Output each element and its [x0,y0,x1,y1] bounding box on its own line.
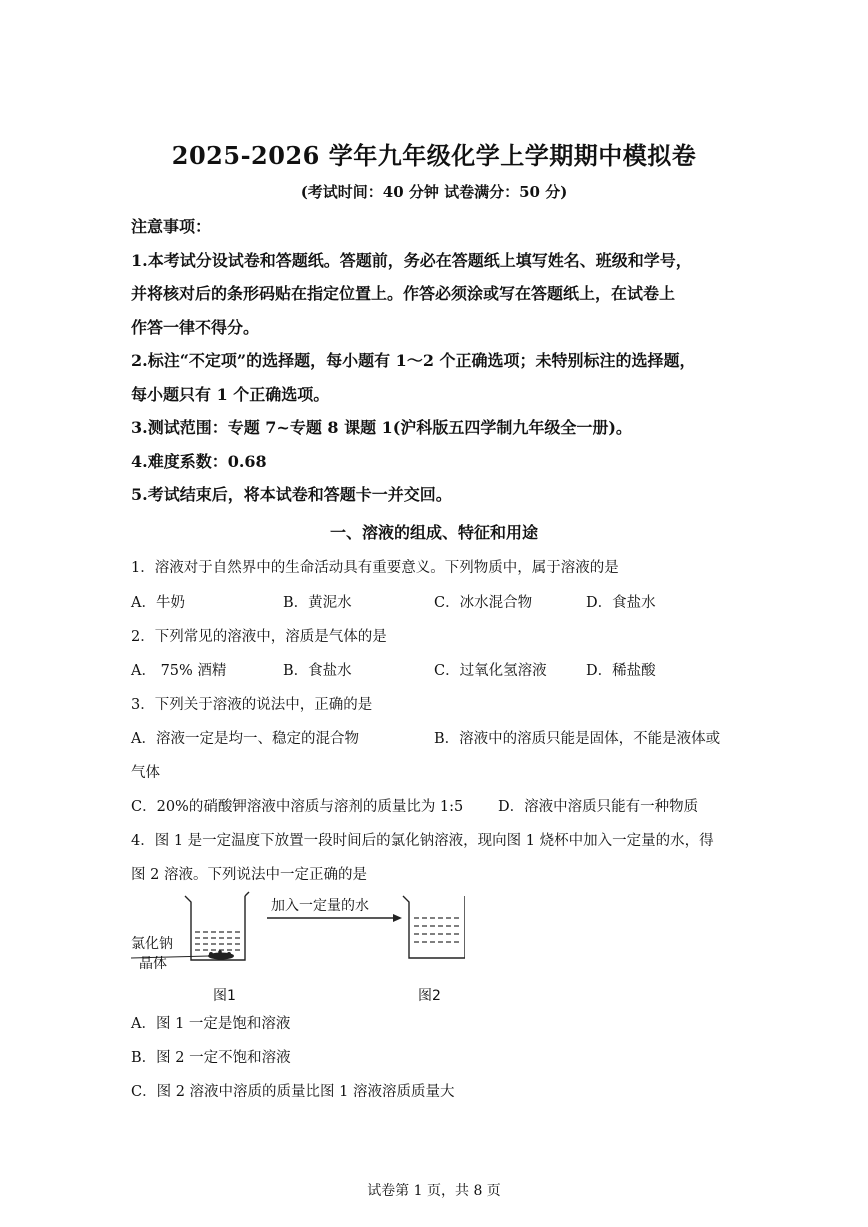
crystal-label-line1: 氯化钠 [131,936,173,952]
note-line: 并将核对后的条形码贴在指定位置上。作答必须涂或写在答题纸上，在试卷上 [131,284,676,303]
beaker-2 [403,896,465,958]
q3-option-b-continued: 气体 [131,765,160,781]
notes-section [131,210,751,512]
page-title: 2025-2026 学年九年级化学上学期期中模拟卷 [171,141,697,170]
crystal-label-line2: 晶体 [139,956,167,972]
figure-2-caption: 图2 [418,988,441,1004]
q2-option-c: C．过氧化氢溶液 [434,663,547,679]
question-2-stem: 2．下列常见的溶液中，溶质是气体的是 [131,629,387,645]
q2-option-d: D．稀盐酸 [586,663,656,679]
arrow [267,914,402,922]
note-line: 作答一律不得分。 [131,317,260,337]
exam-info: (考试时间：40 分钟 试卷满分：50 分) [300,183,568,201]
crystal-deposit [208,950,234,959]
section-title: 一、溶液的组成、特征和用途 [329,523,538,542]
note-line: 1.本考试分设试卷和答题纸。答题前，务必在答题纸上填写姓名、班级和学号， [131,250,692,270]
note-line: 3.测试范围：专题 7~专题 8 课题 1(沪科版五四学制九年级全一册)。 [131,418,632,437]
question-4-stem: 4．图 1 是一定温度下放置一段时间后的氯化钠溶液，现向图 1 烧杯中加入一定量的水，得 [131,833,714,849]
q2-option-a: A． 75% 酒精 [131,663,227,679]
q1-option-a: A．牛奶 [131,595,185,611]
note-line: 4.难度系数：0.68 [131,451,267,471]
note-line: 每小题只有 1 个正确选项。 [131,384,330,404]
q3-option-a: A．溶液一定是均一、稳定的混合物 [131,731,359,747]
q1-option-b: B．黄泥水 [283,595,352,611]
q3-option-d: D．溶液中溶质只能有一种物质 [498,799,699,815]
note-line: 2.标注“不定项”的选择题，每小题有 1～2 个正确选项；未特别标注的选择题， [131,351,696,370]
arrow-label: 加入一定量的水 [271,898,369,914]
q4-option-a: A．图 1 一定是饱和溶液 [131,1016,291,1032]
q3-option-c: C．20%的硝酸钾溶液中溶质与溶剂的质量比为 1:5 [131,799,464,815]
figure-1-caption: 图1 [213,988,236,1004]
q2-option-b: B．食盐水 [283,663,352,679]
notes-heading: 注意事项： [131,217,212,236]
q4-option-c: C．图 2 溶液中溶质的质量比图 1 溶液溶质质量大 [131,1084,455,1100]
note-line: 5.考试结束后，将本试卷和答题卡一并交回。 [131,485,452,504]
q4-option-b: B．图 2 一定不饱和溶液 [131,1050,291,1066]
beaker-figure [125,888,465,1010]
question-3-stem: 3．下列关于溶液的说法中，正确的是 [131,697,373,713]
q3-option-b: B．溶液中的溶质只能是固体，不能是液体或 [434,731,721,747]
question-1-stem: 1．溶液对于自然界中的生命活动具有重要意义。下列物质中，属于溶液的是 [131,560,619,576]
q1-option-d: D．食盐水 [586,595,656,611]
page-footer: 试卷第 1 页，共 8 页 [367,1183,501,1199]
q1-option-c: C．冰水混合物 [434,595,533,611]
question-4-stem-continued: 图 2 溶液。下列说法中一定正确的是 [131,867,367,883]
